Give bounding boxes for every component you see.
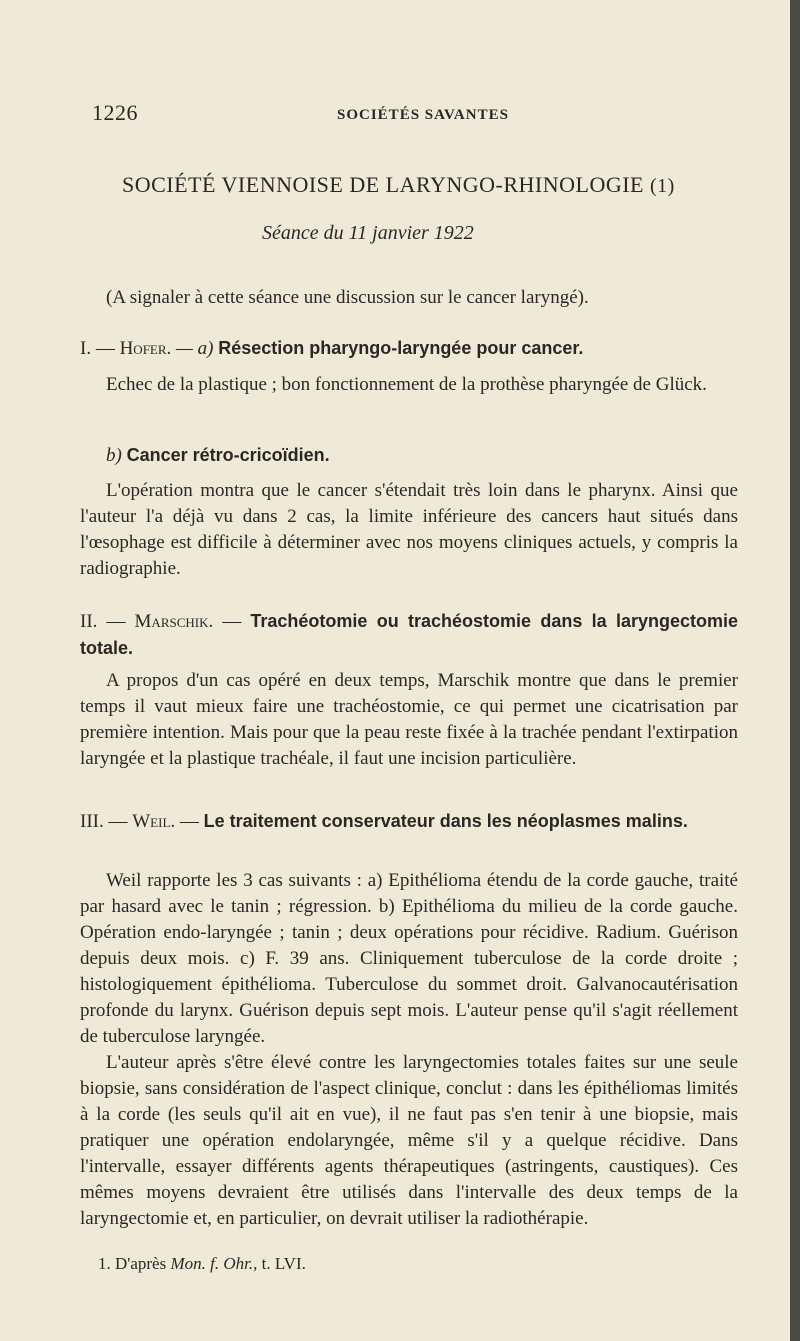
footnote-prefix: D'après	[115, 1254, 167, 1273]
section-3-author: Weil.	[132, 811, 176, 832]
section-3-dash: —	[179, 811, 199, 832]
intro-paragraph	[80, 285, 738, 311]
section-1-numeral: I. —	[80, 338, 115, 359]
section-2-dash: —	[222, 611, 242, 632]
section-2-title: Trachéotomie ou trachéostomie dans la laryngectomie totale.	[80, 611, 739, 658]
footnote-source: Mon. f. Ohr.,	[170, 1254, 258, 1273]
footnote-reference: (1)	[650, 175, 675, 197]
section-1-sub-b-marker: b)	[106, 445, 122, 466]
section-2-heading	[80, 608, 738, 662]
section-1-sub-a-marker: — a)	[176, 338, 214, 359]
section-2-numeral: II. —	[80, 611, 126, 632]
footnote-number: 1.	[98, 1254, 111, 1273]
section-3-paragraph-1: Weil rapporte les 3 cas suivants : a) Epithélioma étendu de la corde gauche, traité par hasard avec le tanin ; régression. b) Epithélioma du milieu de la corde gauche. Opération endo-laryngée ; tanin ; deux opérations pour récidive. Radium. Guérison depuis deux mois. c) F. 39 ans. Cliniquement tuberculose de la corde droite ; histologiquement épithélioma. Tuberculose du sommet droit. Galvanocautérisation profonde du larynx. Guérison depuis sept mois. L'auteur pense qu'il s'agit réellement de tuberculose laryngée.	[80, 870, 738, 1047]
section-1-sub-b-heading	[80, 442, 738, 469]
seance-date: Séance du 11 janvier 1922	[262, 222, 474, 244]
article-title	[122, 172, 675, 198]
section-2-text: A propos d'un cas opéré en deux temps, Marschik montre que dans le premier temps il vaut mieux faire une trachéostomie, ce qui permet une cicatrisation par première intention. Mais pour que la peau reste fixée à la trachée pendant l'extirpation laryngée et la plastique trachéale, il faut une incision particulière.	[80, 670, 738, 769]
section-1-author: Hofer.	[119, 338, 172, 359]
running-title: SOCIÉTÉS SAVANTES	[337, 107, 509, 123]
section-1-sub-b-text: L'opération montra que le cancer s'étendait très loin dans le pharynx. Ainsi que l'auteur l'a déjà vu dans 2 cas, la limite inférieure des cancers haut situés dans l'œsophage est difficile à déterminer avec nos moyens cliniques actuels, y compris la radiographie.	[80, 480, 738, 579]
section-1-sub-b-title: Cancer rétro-cricoïdien.	[126, 445, 330, 465]
section-3-numeral: III. —	[80, 811, 128, 832]
section-1-heading	[80, 335, 738, 362]
intro-text: (A signaler à cette séance une discussion sur le cancer laryngé).	[106, 287, 589, 308]
book-edge	[790, 0, 800, 1341]
page-number: 1226	[92, 100, 138, 125]
section-2-author: Marschik.	[134, 611, 214, 632]
section-1-sub-a-title: Résection pharyngo-laryngée pour cancer.	[218, 338, 584, 358]
section-3-paragraph-2: L'auteur après s'être élevé contre les laryngectomies totales faites sur une seule biopsie, sans considération de l'aspect clinique, conclut : dans les épithéliomas limités à la corde (les seuls qu'il ait en vue), il ne faut pas s'en tenir à une biopsie, mais pratiquer une opération endolaryngée, même s'il y a quelque récidive. Dans l'intervalle, essayer différents agents thérapeutiques (astringents, caustiques). Ces mêmes moyens devraient être utilisés dans l'intervalle des deux temps de la laryngectomie et, en particulier, on devrait utiliser la radiothérapie.	[80, 1052, 738, 1229]
footnote	[98, 1254, 306, 1274]
section-3-heading	[80, 808, 738, 835]
title-text: SOCIÉTÉ VIENNOISE DE LARYNGO-RHINOLOGIE	[122, 172, 644, 197]
section-1-sub-a-text: Echec de la plastique ; bon fonctionnement de la prothèse pharyngée de Glück.	[106, 374, 707, 395]
footnote-volume: t. LVI.	[261, 1254, 306, 1273]
section-3-title: Le traitement conservateur dans les néoplasmes malins.	[203, 811, 688, 831]
